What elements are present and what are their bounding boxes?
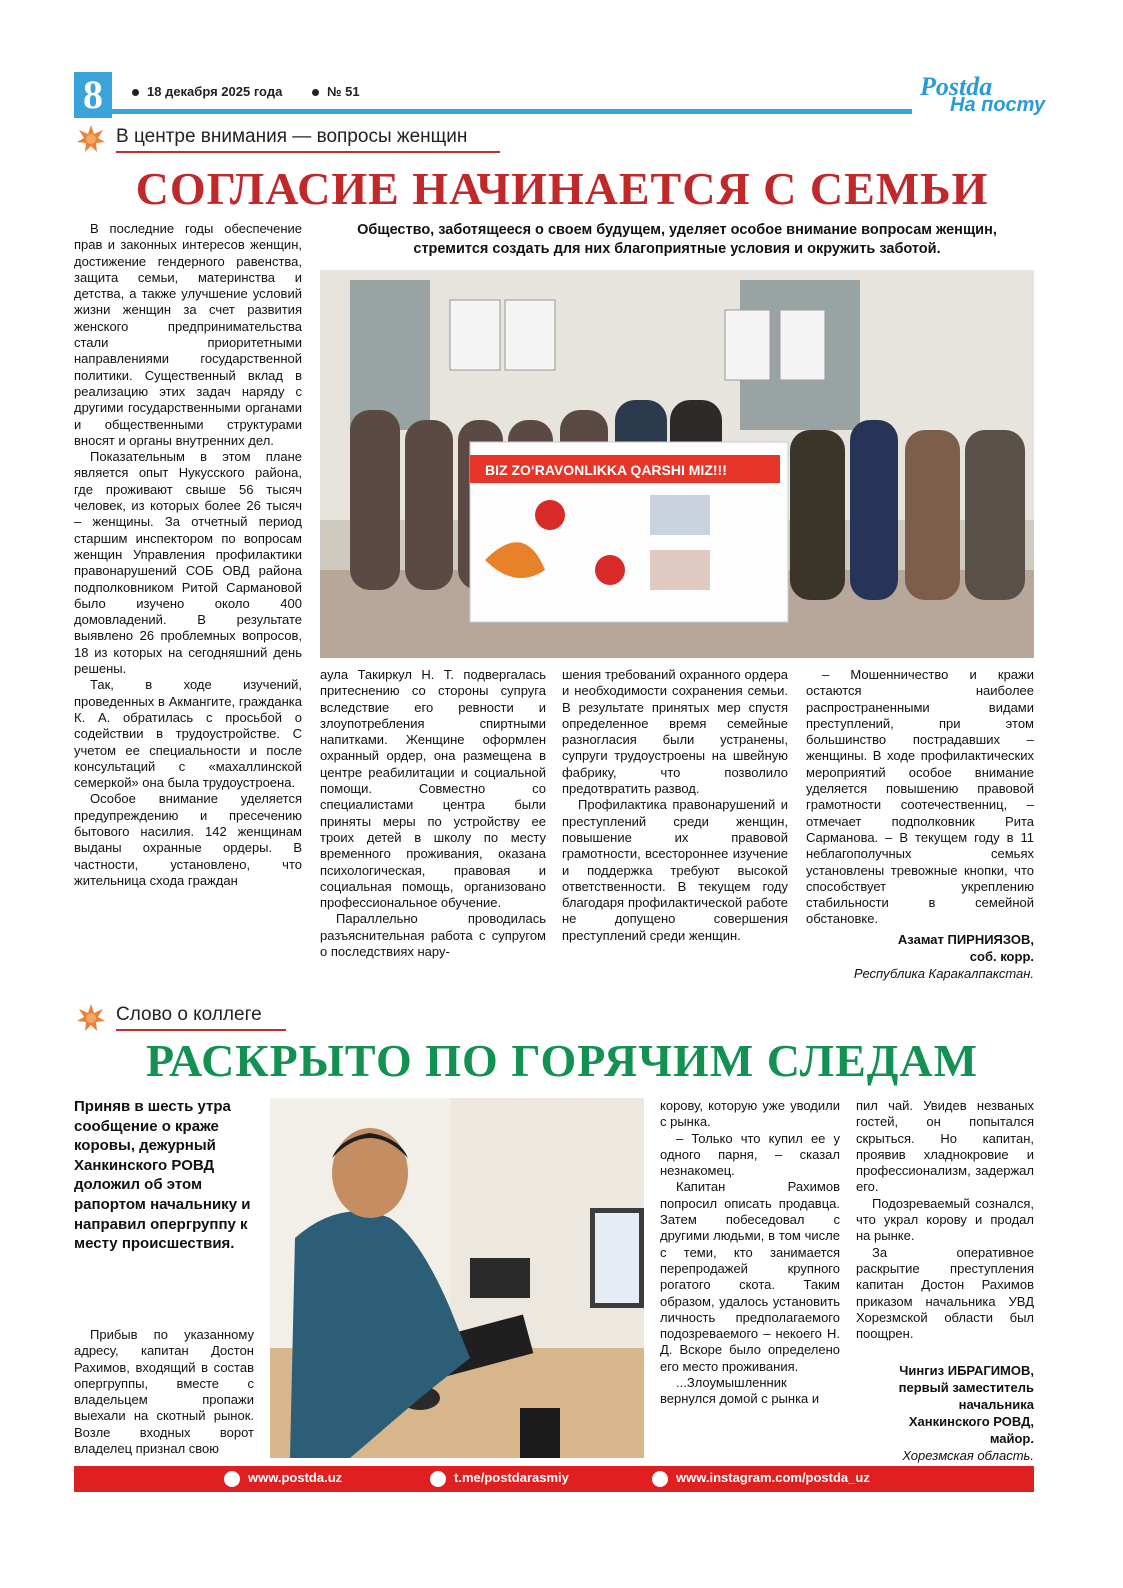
star-icon — [76, 124, 106, 154]
bullet-icon — [312, 89, 319, 96]
header-rule — [112, 109, 912, 114]
instagram-text: www.instagram.com/postda_uz — [676, 1470, 870, 1485]
paragraph: Подозреваемый сознался, что украл корову и продал на рынке. — [856, 1195, 1034, 1244]
article-signature — [856, 1362, 1034, 1464]
paragraph: – Только что купил ее у одного парня, – сказал незнакомец. — [660, 1130, 840, 1179]
paragraph: шения требований охранного ордера и необходимости сохранения семьи. В результате принятых мер спустя определенное время семейные разногласия были устранены, супруги трудоустроены на швейную фабрику, что позволило предотвратить развод. — [562, 667, 788, 797]
article-column-1 — [74, 1327, 254, 1457]
bullet-icon — [132, 89, 139, 96]
author-region: Хорезмская область. — [902, 1448, 1034, 1463]
paragraph: Так, в ходе изучений, проведенных в Акмангите, гражданка К. А. обратилась с просьбой о содействии в трудоустройстве. С учетом ее специальности и после консультаций с «махаллинской семеркой» она была трудоустроена. — [74, 677, 302, 791]
officer-photo — [270, 1098, 644, 1458]
author-name: Азамат ПИРНИЯЗОВ, — [897, 932, 1034, 947]
paragraph: Особое внимание уделяется предупреждению и пресечению бытового насилия. 142 женщинам выданы охранные ордеры. В частности, установлено, что жительница схода граждан — [74, 791, 302, 888]
brand-logo-bottom: На посту — [950, 94, 1046, 116]
footer-bar — [74, 1466, 1034, 1492]
telegram-link[interactable] — [430, 1470, 569, 1487]
article-column-1 — [74, 221, 302, 889]
article-column-2 — [320, 667, 546, 960]
article-column-4 — [806, 667, 1034, 928]
rubric-label: Слово о коллеге — [116, 1004, 262, 1025]
instagram-icon — [652, 1471, 668, 1487]
article-column-3 — [856, 1098, 1034, 1342]
globe-icon — [224, 1471, 240, 1487]
issue-text: № 51 — [327, 84, 360, 99]
paragraph: Профилактика правонарушений и преступлений среди женщин, повышение их правовой грамотности, всестороннее изучение и поддержка требуют высокой ответственности. В текущем году благодаря профилактической работе не допущено совершения преступлений среди женщин. — [562, 797, 788, 943]
paragraph: аула Такиркул Н. Т. подвергалась притеснению со стороны супруга вследствие его ревности и злоупотребления спиртными напитками. Женщине оформлен охранный ордер, она размещена в центре реабилитации и социальной помощи. Совместно со специалистами центра были приняты меры по устройству ее троих детей в школу по месту временного проживания, оказана психологическая, правовая и социальная помощь, организовано профессиональное обучение. — [320, 667, 546, 911]
article-column-3 — [562, 667, 788, 944]
author-role: Ханкинского РОВД, — [908, 1414, 1034, 1429]
article-headline: РАСКРЫТО ПО ГОРЯЧИМ СЛЕДАМ — [145, 1035, 979, 1086]
group-photo — [320, 270, 1034, 658]
paragraph: Прибыв по указанному адресу, капитан Достон Рахимов, входящий в состав опергруппы, вместе с владельцем пропажи выехали на скотный рынок. Возле входных ворот владелец признал свою — [74, 1327, 254, 1457]
rubric-underline — [116, 151, 500, 153]
rubric-label: В центре внимания — вопросы женщин — [116, 126, 468, 147]
website-text: www.postda.uz — [248, 1470, 343, 1485]
article-lead: Приняв в шесть утра сообщение о краже коровы, дежурный Ханкинского РОВД доложил об этом рапортом начальнику и направил опергруппу к месту происшествия. — [74, 1098, 251, 1253]
author-role: соб. корр. — [969, 949, 1034, 964]
website-link[interactable] — [224, 1470, 342, 1487]
paragraph: Параллельно проводилась разъяснительная работа с супругом о последствиях нару- — [320, 911, 546, 960]
brand-logo-top: Postda — [920, 72, 993, 101]
author-role: начальника — [958, 1397, 1034, 1412]
paragraph: Показательным в этом плане является опыт Нукусского района, где проживают свыше 56 тысяч человек, из которых более 26 тысяч – женщины. За отчетный период старшим инспектором по вопросам женщин Управления профилактики правонарушений СОБ ОВД района подполковником Ритой Сармановой было изучено около 400 домовладений. В результате выявлено 26 проблемных вопросов, 18 из которых на сегодняшний день решены. — [74, 449, 302, 677]
rubric-underline — [116, 1029, 286, 1031]
author-region: Республика Каракалпакстан. — [853, 966, 1034, 981]
author-name: Чингиз ИБРАГИМОВ, — [899, 1363, 1034, 1378]
banner-text: BIZ ZO‘RAVONLIKKA QARSHI MIZ!!! — [485, 462, 727, 478]
issue-date — [132, 84, 282, 99]
telegram-text: t.me/postdarasmiy — [454, 1470, 569, 1485]
paragraph: В последние годы обеспечение прав и законных интересов женщин, достижение гендерного равенства, защита семьи, материнства и детства, а также улучшение условий жизни женщин за счет развития женского предпринимательства стали приоритетными направлениями государственной политики. Существенный вклад в реализацию этих задач наряду с другими государственными органами и общественными структурами вносят и органы внутренних дел. — [74, 221, 302, 448]
paragraph: За оперативное раскрытие преступления капитан Достон Рахимов приказом начальника УВД Хорезмской области был поощрен. — [856, 1244, 1034, 1342]
article-column-2 — [660, 1098, 840, 1408]
date-text: 18 декабря 2025 года — [147, 84, 283, 99]
article-headline: СОГЛАСИЕ НАЧИНАЕТСЯ С СЕМЬИ — [135, 163, 989, 214]
author-role: первый заместитель — [898, 1380, 1034, 1395]
article-lead: Общество, заботящееся о своем будущем, уделяет особое внимание вопросам женщин, стремится создать для них благоприятные условия и окружить заботой. — [357, 222, 997, 257]
paragraph: корову, которую уже уводили с рынка. — [660, 1098, 840, 1130]
paragraph: Капитан Рахимов попросил описать продавца. Затем побеседовал с другими людьми, в том числе с теми, кто занимается перепродажей крупного рогатого скота. Таким образом, удалось установить личность предполагаемого подозреваемого – некоего Н. Д. Вскоре было определено его место проживания. — [660, 1179, 840, 1374]
paragraph: ...Злоумышленник вернулся домой с рынка и — [660, 1375, 820, 1407]
star-icon — [76, 1003, 106, 1033]
author-rank: майор. — [989, 1431, 1034, 1446]
page-number: 8 — [74, 72, 112, 118]
paragraph: – Мошенничество и кражи остаются наиболее распространенными видами преступлений, при этом большинство пострадавших – женщины. В ходе профилактических мероприятий особое внимание уделяется повышению правовой грамотности соотечественниц, – отмечает подполковник Рита Сарманова. – В текущем году в 11 неблагополучных семьях установлены тревожные кнопки, что способствует укреплению стабильности в семейной обстановке. — [806, 667, 1034, 927]
article-signature — [806, 931, 1034, 982]
instagram-link[interactable] — [652, 1470, 870, 1487]
telegram-icon — [430, 1471, 446, 1487]
issue-number — [312, 84, 360, 99]
paragraph: пил чай. Увидев незваных гостей, он попытался скрыться. Но капитан, проявив хладнокровие и профессионализм, задержал его. — [856, 1098, 1034, 1195]
